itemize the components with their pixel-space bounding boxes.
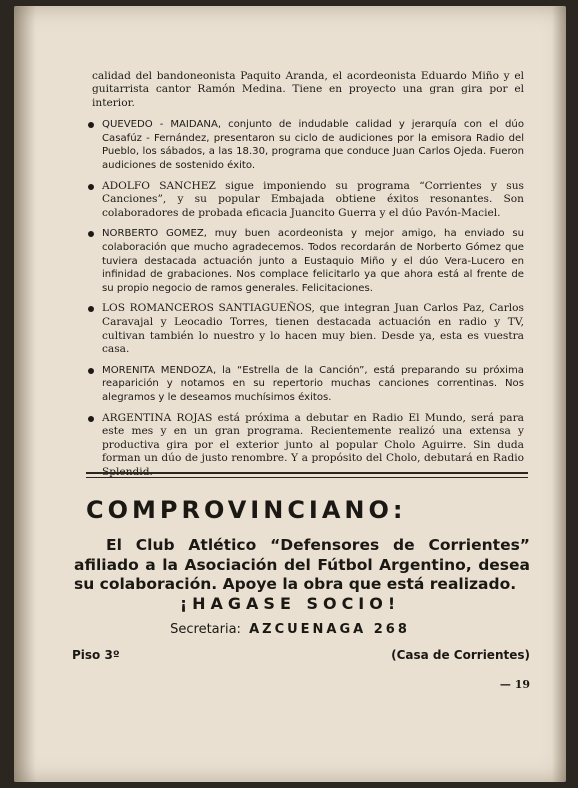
bullet-icon	[88, 184, 94, 190]
news-column	[88, 70, 524, 486]
ad-secretaria	[14, 622, 566, 637]
ad-casa-de-corrientes: (Casa de Corrientes)	[391, 648, 530, 662]
news-item-text: NORBERTO GOMEZ, muy buen acordeonista y mejor amigo, ha enviado su colaboración que mucho agradecemos. Todos recordarán de Norberto Gómez que tuviera destacada actuación junto a Eustaquio Miño y el dúo Vera-Lucero en infinidad de grabaciones. Nos complace felicitarlo ya que ahora está al frente de su propio negocio de ramos generales. Felicitaciones.	[102, 228, 524, 294]
bullet-icon	[88, 416, 94, 422]
bullet-icon	[88, 306, 94, 312]
secretaria-address: AZCUENAGA 268	[249, 622, 410, 637]
ad-title: COMPROVINCIANO:	[86, 496, 407, 524]
news-item-text: MORENITA MENDOZA, la “Estrella de la Canción”, está preparando su próxima reaparición y notamos en su repertorio muchas canciones correntinas. Nos alegramos y le deseamos muchísimos éxitos.	[102, 364, 524, 403]
divider-line	[86, 477, 528, 478]
news-item-norberto-gomez	[88, 227, 524, 295]
news-item-morenita-mendoza	[88, 364, 524, 405]
page-number: — 19	[499, 678, 530, 691]
news-item-argentina-rojas	[88, 412, 524, 480]
news-item-text: QUEVEDO - MAIDANA, conjunto de indudable calidad y jerarquía con el dúo Casafúz - Fernández, presentaron su ciclo de audiciones por la emisora Radio del Pueblo, los sábados, a las 18.30, programa que conduce Juan Carlos Ojeda. Fueron audiciones de sostenido éxito.	[102, 119, 524, 171]
ad-floor: Piso 3º	[72, 648, 120, 662]
intro-paragraph: calidad del bandoneonista Paquito Aranda, el acordeonista Eduardo Miño y el guitarrista cantor Ramón Medina. Tiene en proyecto una gran gira por el interior.	[92, 70, 524, 109]
ad-call-to-action: ¡HAGASE SOCIO!	[179, 594, 401, 613]
magazine-page	[14, 6, 566, 782]
news-item-quevedo-maidana	[88, 118, 524, 172]
news-item-adolfo-sanchez	[88, 180, 524, 221]
news-item-text: LOS ROMANCEROS SANTIAGUEÑOS, que integran Juan Carlos Paz, Carlos Caravajal y Leocadio Torres, tienen destacada actuación en radio y TV, cultivan también lo nuestro y lo hacen muy bien. Desde ya, esta es vuestra casa.	[102, 302, 524, 356]
bullet-icon	[88, 231, 94, 237]
news-item-text: ARGENTINA ROJAS está próxima a debutar en Radio El Mundo, será para este mes y en un gran programa. Recientemente realizó una extensa y productiva gira por el exterior junto al popular Cholo Aguirre. Sin duda forman un dúo de justo renombre. Y a propósito del Cholo, debutará en Radio	[102, 411, 524, 465]
secretaria-label: Secretaria:	[170, 622, 241, 637]
news-item-text: ADOLFO SANCHEZ sigue imponiendo su programa “Corrientes y sus Canciones”, y su popular Embajada obtiene éxitos resonantes. Son colaboradores de probada eficacia Juancito Guerra y el dúo Pavón-Maciel.	[102, 179, 524, 219]
bullet-icon	[88, 368, 94, 374]
ad-body: El Club Atlético “Defensores de Corrientes” afiliado a la Asociación del Fútbol Argentino, desea su colaboración. Apoye la obra que está realizado.	[74, 536, 530, 593]
news-item-romanceros-santiaguenos	[88, 302, 524, 356]
bullet-icon	[88, 122, 94, 128]
section-divider	[86, 472, 528, 481]
divider-line	[86, 472, 528, 474]
